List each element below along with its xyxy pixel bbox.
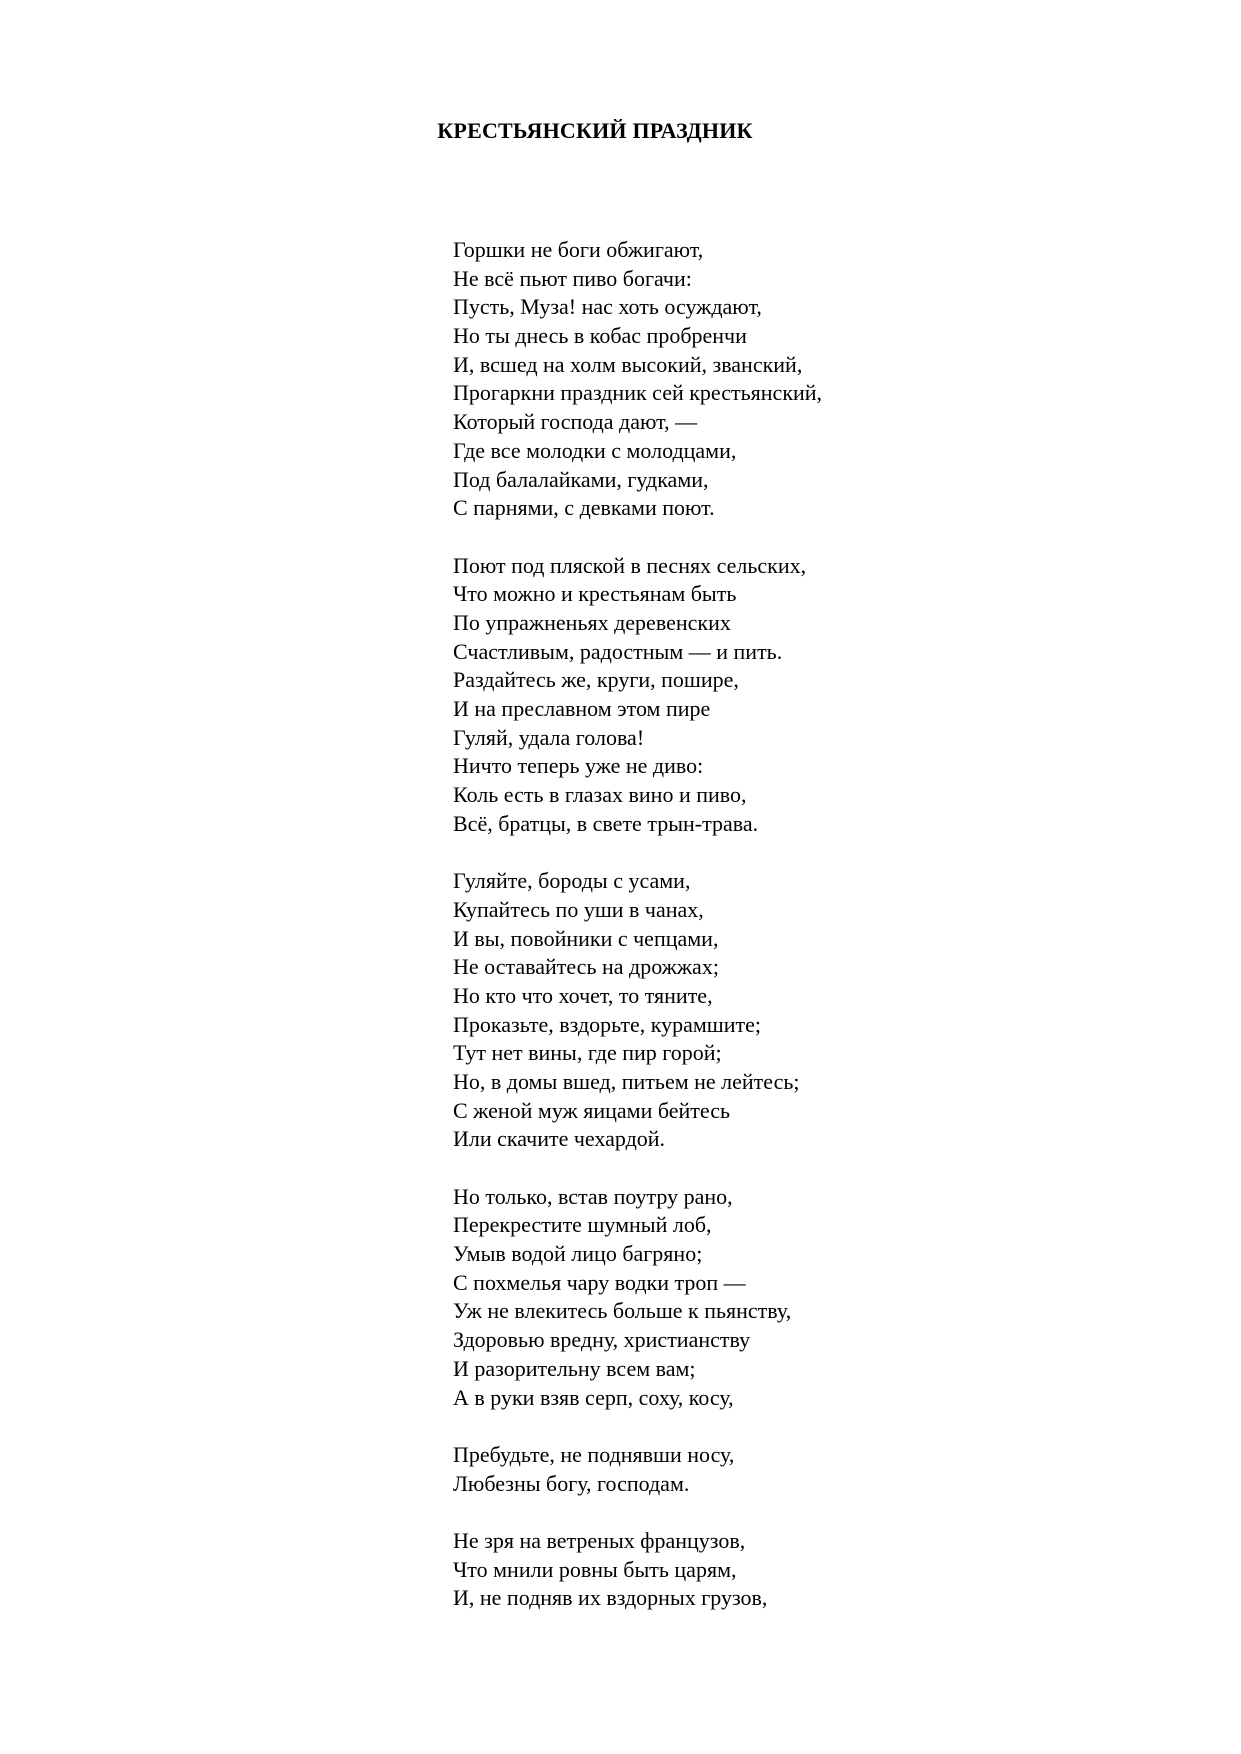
poem-line: Тут нет вины, где пир горой; — [453, 1040, 722, 1066]
poem-line: Прогаркни праздник сей крестьянский, — [453, 380, 823, 406]
poem-line: Коль есть в глазах вино и пиво, — [453, 782, 747, 808]
poem-line: И на преславном этом пире — [453, 696, 711, 721]
poem-line: Раздайтесь же, круги, пошире, — [453, 667, 739, 693]
poem-line: Пусть, Муза! нас хоть осуждают, — [453, 294, 762, 320]
poem-line: Любезны богу, господам. — [453, 1470, 690, 1496]
poem-line: Горшки не боги обжигают, — [453, 237, 704, 262]
poem-line: Гуляйте, бороды с усами, — [453, 868, 691, 894]
poem-line: Не зря на ветреных французов, — [453, 1527, 746, 1553]
poem-body — [453, 236, 1153, 1642]
poem-line: Пребудьте, не поднявши носу, — [453, 1441, 735, 1467]
poem-line: А в руки взяв серп, соху, косу, — [453, 1384, 734, 1410]
poem-line: И вы, повойники с чепцами, — [453, 925, 719, 951]
poem-line: Но ты днесь в кобас пробренчи — [453, 323, 747, 349]
poem-line: Проказьте, вздорьте, курамшите; — [453, 1011, 761, 1037]
poem-line: И, не подняв их вздорных грузов, — [453, 1585, 768, 1611]
poem-line: И разорительну всем вам; — [453, 1355, 696, 1381]
poem-line: С парнями, с девками поют. — [453, 495, 715, 521]
poem-line: Гуляй, удала голова! — [453, 724, 645, 750]
stanza-2 — [453, 552, 1153, 839]
poem-line: Но, в домы вшед, питьем не лейтесь; — [453, 1068, 800, 1094]
stanza-5 — [453, 1441, 1153, 1498]
poem-line: Перекрестите шумный лоб, — [453, 1212, 712, 1238]
poem-line: Всё, братцы, в свете трын-трава. — [453, 810, 759, 836]
poem-line: Не всё пьют пиво богачи: — [453, 265, 692, 291]
stanza-1 — [453, 236, 1153, 523]
poem-line: Не оставайтесь на дрожжах; — [453, 954, 719, 980]
poem-line: Что мнили ровны быть царям, — [453, 1556, 737, 1582]
poem-line: Поют под пляской в песнях сельских, — [453, 552, 807, 578]
poem-line: И, всшед на холм высокий, званский, — [453, 351, 803, 377]
poem-line: С женой муж яицами бейтесь — [453, 1097, 731, 1123]
poem-line: Счастливым, радостным — и пить. — [453, 638, 783, 664]
stanza-6 — [453, 1527, 1153, 1613]
poem-line: Под балалайками, гудками, — [453, 466, 709, 492]
poem-line: Который господа дают, — — [453, 409, 698, 435]
poem-line: Но только, встав поутру рано, — [453, 1183, 733, 1209]
poem-line: Купайтесь по уши в чанах, — [453, 896, 704, 922]
poem-title: КРЕСТЬЯНСКИЙ ПРАЗДНИК — [437, 118, 753, 143]
poem-line: Что можно и крестьянам быть — [453, 581, 737, 607]
poem-line: Но кто что хочет, то тяните, — [453, 982, 713, 1008]
poem-line: По упражненьях деревенских — [453, 609, 731, 635]
stanza-3 — [453, 867, 1153, 1154]
poem-line: Уж не влекитесь больше к пьянству, — [453, 1298, 792, 1324]
poem-line: С похмелья чару водки троп — — [453, 1269, 746, 1295]
poem-line: Умыв водой лицо багряно; — [453, 1241, 703, 1267]
poem-line: Ничто теперь уже не диво: — [453, 753, 704, 779]
poem-line: Где все молодки с молодцами, — [453, 437, 737, 463]
poem-line: Здоровью вредну, христианству — [453, 1327, 751, 1353]
stanza-4 — [453, 1183, 1153, 1413]
poem-line: Или скачите чехардой. — [453, 1126, 666, 1152]
